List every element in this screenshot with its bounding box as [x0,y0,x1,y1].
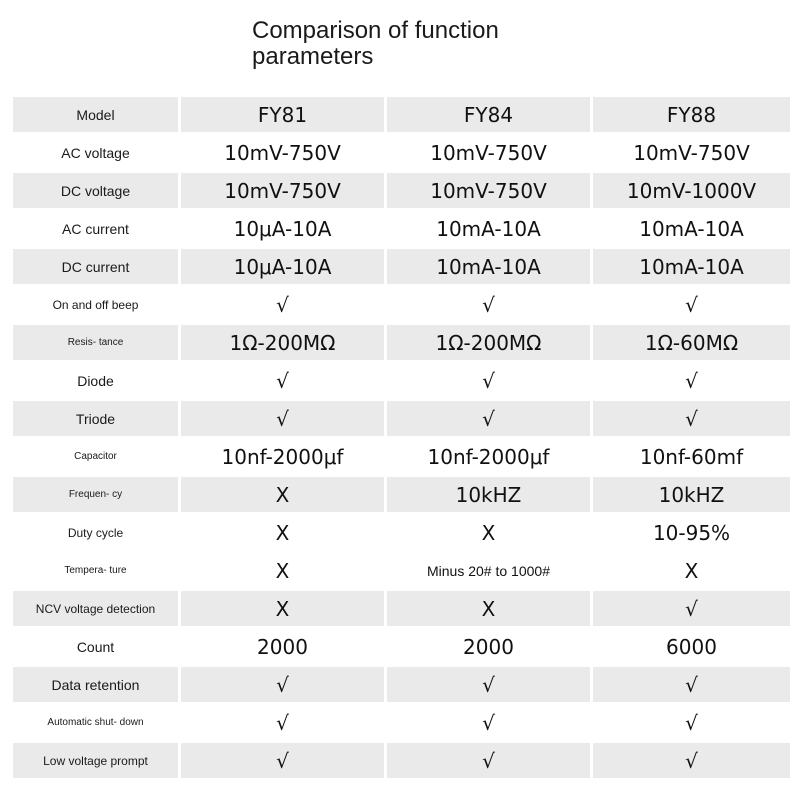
model-header: FY84 [387,97,590,132]
table-row [13,515,790,550]
check-icon: √ [685,368,698,393]
row-label: Triode [13,401,178,436]
cell-value: 10mV-750V [224,140,341,165]
cell-value: 10mA-10A [387,249,590,284]
header-label: Model [13,97,178,132]
cross-icon: X [275,520,290,545]
cell-value: 10mA-10A [593,249,790,284]
model-header: FY88 [593,97,790,132]
cross-icon: X [181,591,384,626]
cell-value: 10-95% [652,520,731,545]
table-row [13,401,790,436]
row-label: Resis- tance [13,325,178,360]
table-row [13,743,790,778]
cell-value: 10mA-10A [639,216,744,241]
title-line-1: Comparison of function [252,17,499,44]
cross-icon: X [684,558,699,583]
cell-value: 10mV-1000V [593,173,790,208]
table-row [13,287,790,322]
row-label: DC current [13,249,178,284]
check-icon: √ [482,710,495,735]
cell-value: Minus 20# to 1000# [427,562,550,579]
check-icon: √ [593,743,790,778]
row-label: Capacitor [74,451,117,462]
cell-value: 2000 [257,634,308,659]
check-icon: √ [482,368,495,393]
check-icon: √ [276,368,289,393]
cell-value: 10mV-750V [430,140,547,165]
cell-value: 1Ω-200MΩ [181,325,384,360]
row-label: AC current [62,220,129,237]
table-row [13,629,790,664]
check-icon: √ [685,710,698,735]
check-icon: √ [181,401,384,436]
table-row [13,591,790,626]
row-label: Data retention [13,667,178,702]
table-row [13,173,790,208]
cell-value: 1Ω-200MΩ [387,325,590,360]
cell-value: 10μA-10A [181,249,384,284]
page-title [252,18,499,70]
table-row [13,211,790,246]
check-icon: √ [387,401,590,436]
check-icon: √ [593,401,790,436]
table-row [13,705,790,740]
row-label: Automatic shut- down [47,717,144,728]
cell-value: 10μA-10A [233,216,332,241]
row-label: Count [76,638,115,655]
check-icon: √ [276,292,289,317]
table-row [13,667,790,702]
cell-value: 10nf-2000μf [221,444,344,469]
title-line-2: parameters [252,43,374,70]
cell-value: 10mV-750V [387,173,590,208]
check-icon: √ [387,743,590,778]
row-label: AC voltage [61,144,130,161]
check-icon: √ [276,710,289,735]
check-icon: √ [593,667,790,702]
table-row [13,439,790,474]
table-row [13,325,790,360]
cell-value: 6000 [666,634,717,659]
cell-value: 10kHZ [387,477,590,512]
cell-value: 10nf-60mf [639,444,744,469]
row-label: Frequen- cy [13,477,178,512]
model-header: FY81 [181,97,384,132]
table-row [13,553,790,588]
check-icon: √ [387,667,590,702]
row-label: Duty cycle [67,525,124,540]
cross-icon: X [387,591,590,626]
row-label: Tempera- ture [64,565,127,576]
cell-value: 10mA-10A [436,216,541,241]
check-icon: √ [482,292,495,317]
cell-value: 10nf-2000μf [427,444,550,469]
row-label: DC voltage [13,173,178,208]
table-row [13,477,790,512]
table-row [13,363,790,398]
cell-value: 10kHZ [593,477,790,512]
check-icon: √ [593,591,790,626]
cross-icon: X [181,477,384,512]
cross-icon: X [481,520,496,545]
check-icon: √ [685,292,698,317]
table-row [13,135,790,170]
row-label: Diode [77,372,114,389]
cell-value: 10mV-750V [633,140,750,165]
comparison-table [10,94,793,781]
row-label: Low voltage prompt [13,743,178,778]
cell-value: 1Ω-60MΩ [593,325,790,360]
row-label: NCV voltage detection [13,591,178,626]
cell-value: 2000 [463,634,514,659]
row-label: On and off beep [52,297,139,312]
table-row [13,249,790,284]
cell-value: 10mV-750V [181,173,384,208]
table-header-row [13,97,790,132]
check-icon: √ [181,743,384,778]
check-icon: √ [181,667,384,702]
cross-icon: X [275,558,290,583]
